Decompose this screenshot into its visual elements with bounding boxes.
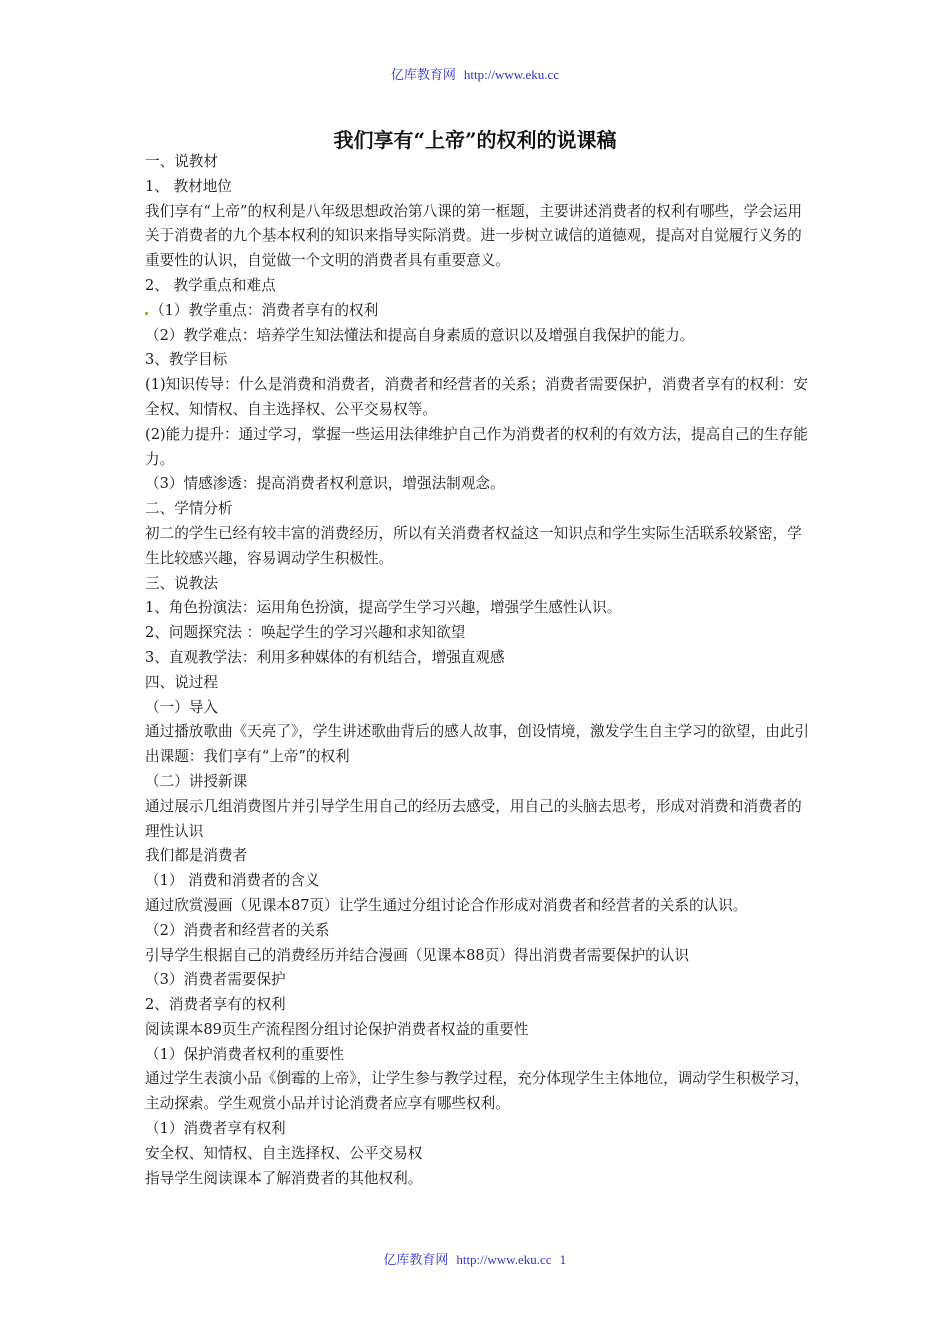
section-heading: 二、学情分析 xyxy=(145,500,233,518)
body-paragraph: (1)知识传导：什么是消费和消费者，消费者和经营者的关系；消费者需要保护，消费者享有的权利：安全权、知情权、自主选择权、公平交易权等。 xyxy=(145,376,808,418)
body-paragraph: 我们都是消费者 xyxy=(145,847,248,865)
body-paragraph: (2)能力提升：通过学习，掌握一些运用法律维护自己作为消费者的权利的有效方法，提高自己的生存能力。 xyxy=(145,425,808,468)
list-item: （2）教学难点：培养学生知法懂法和提高自身素质的意识以及增强自我保护的能力。 xyxy=(145,326,695,344)
section-heading: 三、说教法 xyxy=(145,574,218,592)
list-item: （1）保护消费者权利的重要性 xyxy=(145,1045,345,1063)
list-item: （3）消费者需要保护 xyxy=(145,971,286,989)
footer-site-url[interactable]: http://www.eku.cc xyxy=(456,1252,552,1267)
page-header xyxy=(0,64,950,83)
header-site-url[interactable]: http://www.eku.cc xyxy=(463,67,560,82)
list-item: 1、角色扮演法：运用角色扮演，提高学生学习兴趣，增强学生感性认识。 xyxy=(145,599,622,617)
list-item: 3、直观教学法：利用多种媒体的有机结合，增强直观感 xyxy=(145,648,505,666)
body-paragraph: 通过欣赏漫画（见课本87页）让学生通过分组讨论合作形成对消费者和经营者的关系的认识。 xyxy=(145,896,748,914)
marker-dot-icon xyxy=(145,312,148,315)
subsection-heading: （二）讲授新课 xyxy=(145,772,248,790)
footer-site-name: 亿库教育网 xyxy=(383,1253,449,1268)
subsection-heading: 2、 教学重点和难点 xyxy=(145,276,276,294)
subsection-heading: 1、 教材地位 xyxy=(145,177,232,195)
body-paragraph: 引导学生根据自己的消费经历并结合漫画（见课本88页）得出消费者需要保护的认识 xyxy=(145,946,689,964)
subsection-heading: 3、教学目标 xyxy=(145,351,228,369)
list-item: （2）消费者和经营者的关系 xyxy=(145,921,330,939)
body-paragraph: 通过展示几组消费图片并引导学生用自己的经历去感受，用自己的头脑去思考，形成对消费和消费者的理性认识 xyxy=(145,797,802,840)
body-paragraph: 安全权、知情权、自主选择权、公平交易权 xyxy=(145,1144,423,1162)
list-item: （1）教学重点：消费者享有的权利 xyxy=(145,299,810,324)
body-paragraph: 阅读课本89页生产流程图分组讨论保护消费者权益的重要性 xyxy=(145,1020,529,1038)
page-footer xyxy=(0,1249,950,1268)
page-number: 1 xyxy=(559,1254,567,1267)
body-paragraph: 我们享有“上帝”的权利是八年级思想政治第八课的第一框题，主要讲述消费者的权利有哪些，学会运用关于消费者的九个基本权利的知识来指导实际消费。进一步树立诚信的道德观，提高对自觉履行义务的重要性的认识，自觉做一个文明的消费者具有重要意义。 xyxy=(145,202,803,270)
list-item: 2、问题探究法 ：唤起学生的学习兴趣和求知欲望 xyxy=(145,624,466,642)
section-heading: 四、说过程 xyxy=(145,673,218,691)
body-paragraph: 指导学生阅读课本了解消费者的其他权利。 xyxy=(145,1169,423,1187)
body-paragraph: 初二的学生已经有较丰富的消费经历，所以有关消费者权益这一知识点和学生实际生活联系较紧密，学生比较感兴趣，容易调动学生积极性。 xyxy=(145,524,802,567)
document-title: 我们享有“上帝”的权利的说课稿 xyxy=(333,128,617,152)
list-item: （3）情感渗透：提高消费者权利意识，增强法制观念。 xyxy=(145,475,505,493)
body-paragraph: 通过播放歌曲《天亮了》，学生讲述歌曲背后的感人故事，创设情境，激发学生自主学习的欲望，由此引出课题：我们享有“上帝”的权利 xyxy=(145,723,810,766)
list-item: （1）消费者享有权利 xyxy=(145,1120,286,1138)
subsection-heading: （一）导入 xyxy=(145,698,218,716)
document-body xyxy=(145,150,810,1191)
subsection-heading: 2、消费者享有的权利 xyxy=(145,996,286,1014)
list-item: （1） 消费和消费者的含义 xyxy=(145,872,320,890)
section-heading: 一、说教材 xyxy=(145,153,218,170)
header-site-name: 亿库教育网 xyxy=(390,68,456,83)
body-paragraph: 通过学生表演小品《倒霉的上帝》，让学生参与教学过程，充分体现学生主体地位，调动学生积极学习，主动探索。学生观赏小品并讨论消费者应享有哪些权利。 xyxy=(145,1070,810,1113)
